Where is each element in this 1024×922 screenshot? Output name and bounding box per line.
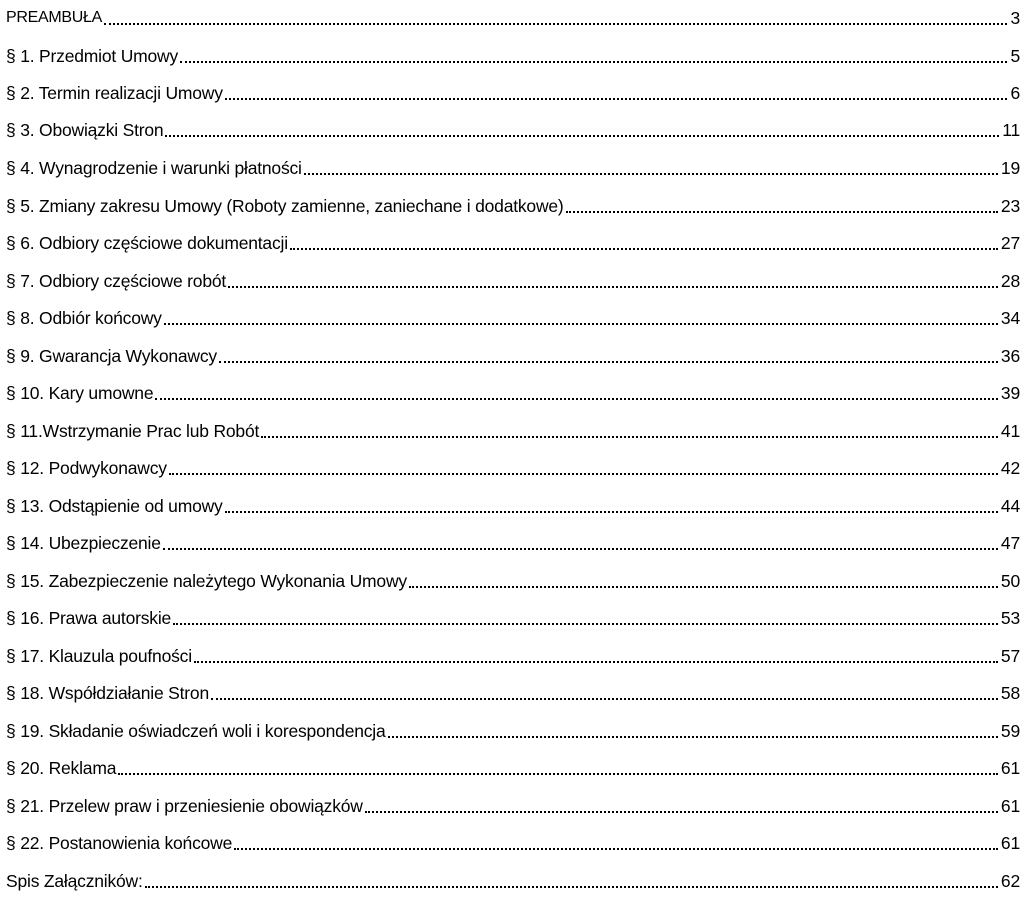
toc-entry-title: § 10. Kary umowne bbox=[6, 383, 154, 403]
dot-leader bbox=[194, 661, 998, 663]
dot-leader bbox=[219, 361, 998, 363]
toc-entry-section-4[interactable] bbox=[6, 150, 1020, 180]
toc-entry-section-6[interactable] bbox=[6, 225, 1020, 255]
dot-leader bbox=[304, 173, 998, 175]
toc-entry-page: 6 bbox=[1010, 83, 1020, 103]
toc-entry-title: § 17. Klauzula poufności bbox=[6, 646, 192, 666]
toc-entry-section-14[interactable] bbox=[6, 525, 1020, 555]
toc-entry-section-8[interactable] bbox=[6, 300, 1020, 330]
toc-entry-page: 3 bbox=[1010, 8, 1020, 28]
toc-entry-page: 41 bbox=[1000, 421, 1020, 441]
toc-entry-page: 50 bbox=[1000, 571, 1020, 591]
toc-entry-page: 57 bbox=[1000, 646, 1020, 666]
dot-leader bbox=[290, 248, 998, 250]
toc-entry-title: § 20. Reklama bbox=[6, 758, 117, 778]
toc-entry-section-17[interactable] bbox=[6, 638, 1020, 668]
toc-entry-title: § 14. Ubezpieczenie bbox=[6, 533, 161, 553]
toc-entry-title: § 3. Obowiązki Stron bbox=[6, 120, 164, 140]
dot-leader bbox=[173, 623, 998, 625]
dot-leader bbox=[145, 886, 998, 888]
toc-entry-title: § 22. Postanowienia końcowe bbox=[6, 833, 233, 853]
dot-leader bbox=[234, 848, 998, 850]
toc-entry-page: 23 bbox=[1000, 196, 1020, 216]
toc-entry-page: 44 bbox=[1000, 496, 1020, 516]
toc-entry-page: 28 bbox=[1000, 271, 1020, 291]
toc-entry-page: 42 bbox=[1000, 458, 1020, 478]
dot-leader bbox=[409, 586, 998, 588]
toc-entry-preambula[interactable] bbox=[6, 0, 1020, 30]
dot-leader bbox=[566, 211, 998, 213]
toc-entry-page: 61 bbox=[1000, 833, 1020, 853]
toc-entry-page: 62 bbox=[1000, 871, 1020, 891]
toc-entry-section-16[interactable] bbox=[6, 600, 1020, 630]
toc-entry-page: 11 bbox=[1002, 120, 1020, 140]
toc-entry-section-19[interactable] bbox=[6, 713, 1020, 743]
toc-entry-section-1[interactable] bbox=[6, 38, 1020, 68]
toc-entry-title: § 5. Zmiany zakresu Umowy (Roboty zamienne, zaniechane i dodatkowe) bbox=[6, 196, 564, 216]
dot-leader bbox=[104, 23, 1007, 25]
dot-leader bbox=[261, 436, 998, 438]
dot-leader bbox=[388, 736, 998, 738]
dot-leader bbox=[164, 323, 998, 325]
toc-entry-page: 27 bbox=[1000, 233, 1020, 253]
toc-entry-title: § 12. Podwykonawcy bbox=[6, 458, 167, 478]
toc-entry-section-11[interactable] bbox=[6, 413, 1020, 443]
toc-entry-section-7[interactable] bbox=[6, 263, 1020, 293]
toc-entry-title: § 15. Zabezpieczenie należytego Wykonania Umowy bbox=[6, 571, 407, 591]
dot-leader bbox=[225, 98, 1008, 100]
toc-entry-title: § 16. Prawa autorskie bbox=[6, 608, 172, 628]
toc-entry-page: 47 bbox=[1000, 533, 1020, 553]
dot-leader bbox=[165, 135, 999, 137]
toc-entry-title: § 4. Wynagrodzenie i warunki płatności bbox=[6, 158, 302, 178]
dot-leader bbox=[155, 398, 998, 400]
toc-entry-page: 36 bbox=[1000, 346, 1020, 366]
toc-entry-section-13[interactable] bbox=[6, 488, 1020, 518]
toc-entry-title: § 2. Termin realizacji Umowy bbox=[6, 83, 223, 103]
toc-entry-section-10[interactable] bbox=[6, 375, 1020, 405]
toc-entry-title: § 19. Składanie oświadczeń woli i korespondencja bbox=[6, 721, 386, 741]
toc-entry-attachments[interactable] bbox=[6, 863, 1020, 893]
toc-entry-title: § 1. Przedmiot Umowy bbox=[6, 46, 179, 66]
toc-entry-page: 61 bbox=[1000, 796, 1020, 816]
toc-entry-section-15[interactable] bbox=[6, 563, 1020, 593]
toc-entry-title: § 11.Wstrzymanie Prac lub Robót bbox=[6, 421, 260, 441]
toc-entry-page: 34 bbox=[1000, 308, 1020, 328]
toc-entry-page: 53 bbox=[1000, 608, 1020, 628]
toc-entry-title: § 6. Odbiory częściowe dokumentacji bbox=[6, 233, 288, 253]
toc-entry-title: § 13. Odstąpienie od umowy bbox=[6, 496, 223, 516]
toc-entry-title: § 21. Przelew praw i przeniesienie obowiązków bbox=[6, 796, 363, 816]
toc-entry-section-2[interactable] bbox=[6, 75, 1020, 105]
dot-leader bbox=[225, 511, 998, 513]
dot-leader bbox=[211, 698, 998, 700]
toc-entry-title: § 9. Gwarancja Wykonawcy bbox=[6, 346, 217, 366]
toc-entry-page: 39 bbox=[1000, 383, 1020, 403]
toc-entry-section-5[interactable] bbox=[6, 188, 1020, 218]
toc-entry-page: 59 bbox=[1000, 721, 1020, 741]
dot-leader bbox=[180, 61, 1007, 63]
toc-entry-title: § 7. Odbiory częściowe robót bbox=[6, 271, 227, 291]
toc-entry-page: 19 bbox=[1000, 158, 1020, 178]
dot-leader bbox=[228, 286, 998, 288]
toc-entry-page: 61 bbox=[1000, 758, 1020, 778]
toc-entry-title: § 8. Odbiór końcowy bbox=[6, 308, 162, 328]
dot-leader bbox=[163, 548, 998, 550]
dot-leader bbox=[365, 811, 998, 813]
toc-entry-section-3[interactable] bbox=[6, 112, 1020, 142]
toc-entry-section-20[interactable] bbox=[6, 750, 1020, 780]
toc-entry-page: 5 bbox=[1010, 46, 1020, 66]
dot-leader bbox=[169, 473, 998, 475]
toc-entry-section-12[interactable] bbox=[6, 450, 1020, 480]
toc-entry-title: § 18. Współdziałanie Stron bbox=[6, 683, 209, 703]
toc-entry-title: PREAMBUŁA bbox=[6, 9, 102, 26]
dot-leader bbox=[118, 773, 998, 775]
toc-entry-section-22[interactable] bbox=[6, 825, 1020, 855]
toc-entry-section-9[interactable] bbox=[6, 338, 1020, 368]
toc-entry-section-21[interactable] bbox=[6, 788, 1020, 818]
toc-entry-page: 58 bbox=[1000, 683, 1020, 703]
toc-entry-section-18[interactable] bbox=[6, 675, 1020, 705]
toc-entry-title: Spis Załączników: bbox=[6, 871, 143, 891]
